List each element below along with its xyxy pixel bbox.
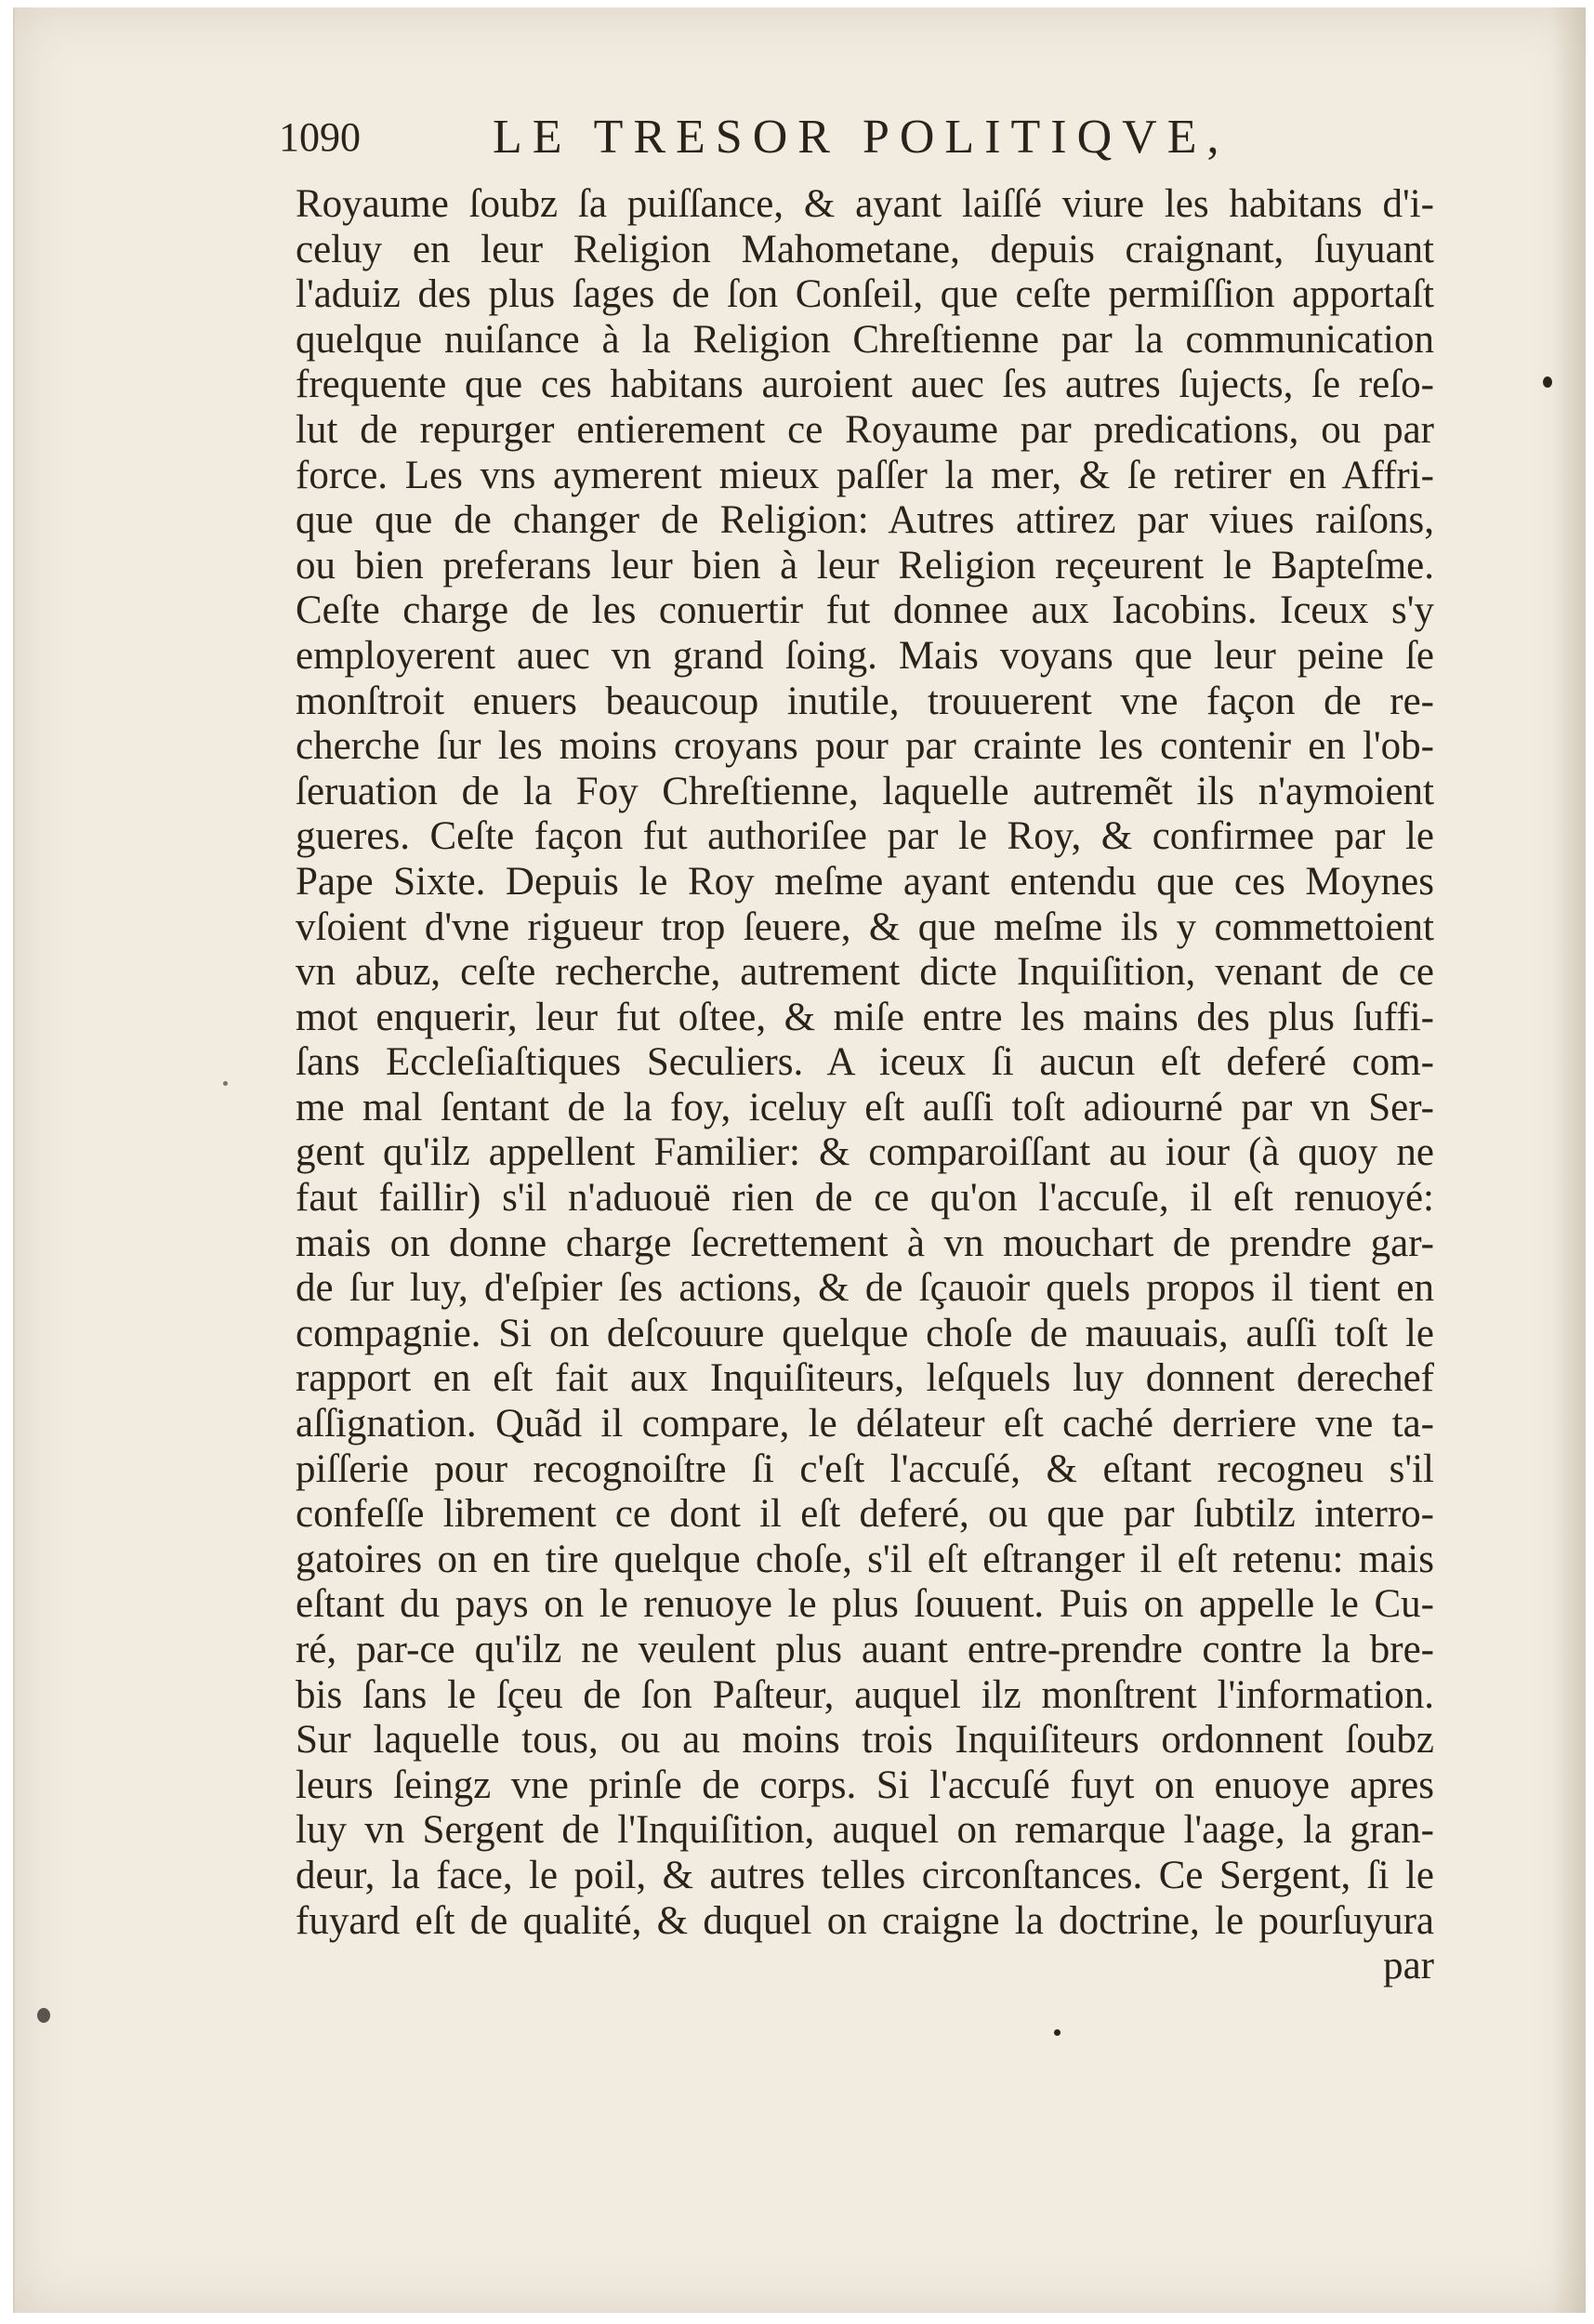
ink-speck bbox=[1543, 376, 1552, 388]
text-line: cherche ſur les moins croyans pour par crainte les contenir en l'ob- bbox=[296, 724, 1434, 769]
text-line: que que de changer de Religion: Autres attirez par viues raiſons, bbox=[296, 498, 1434, 543]
text-line: bis ſans le ſçeu de ſon Paſteur, auquel ilz monſtrent l'information. bbox=[296, 1672, 1434, 1717]
text-line: quelque nuiſance à la Religion Chreſtienne par la communication bbox=[296, 317, 1434, 362]
text-line: luy vn Sergent de l'Inquiſition, auquel on remarque l'aage, la gran- bbox=[296, 1808, 1434, 1853]
text-line: ré, par-ce qu'ilz ne veulent plus auant entre-prendre contre la bre- bbox=[296, 1628, 1434, 1671]
text-line: mais on donne charge ſecrettement à vn mouchart de prendre gar- bbox=[296, 1221, 1434, 1265]
text-line: frequente que ces habitans auroient auec ſes autres ſujects, ſe reſo- bbox=[296, 363, 1434, 407]
text-line: deur, la face, le poil, & autres telles circonſtances. Ce Sergent, ſi le bbox=[296, 1853, 1434, 1897]
text-line: Ceſte charge de les conuertir fut donnee aux Iacobins. Iceux s'y bbox=[296, 588, 1434, 633]
text-line: leurs ſeingz vne prinſe de corps. Si l'accuſé fuyt on enuoye apres bbox=[296, 1763, 1434, 1807]
text-line: de ſur luy, d'eſpier ſes actions, & de ſçauoir quels propos il tient en bbox=[296, 1266, 1434, 1311]
text-line: gatoires on en tire quelque choſe, s'il eſt eſtranger il eſt retenu: mais bbox=[296, 1537, 1434, 1581]
text-line: gent qu'ilz appellent Familier: & comparoiſſant au iour (à quoy ne bbox=[296, 1130, 1434, 1175]
text-line: faut faillir) s'il n'aduouë rien de ce qu'on l'accuſe, il eſt renuoyé: bbox=[296, 1176, 1434, 1221]
text-line: Pape Sixte. Depuis le Roy meſme ayant entendu que ces Moynes bbox=[296, 859, 1434, 904]
text-line: fuyard eſt de qualité, & duquel on craigne la doctrine, le pourſuyura bbox=[296, 1898, 1434, 1943]
text-line: vſoient d'vne rigueur trop ſeuere, & que meſme ils y commettoient bbox=[296, 905, 1434, 949]
text-line: confeſſe librement ce dont il eſt deferé, ou que par ſubtilz interro- bbox=[296, 1492, 1434, 1537]
text-line: piſſerie pour recognoiſtre ſi c'eſt l'accuſé, & eſtant recogneu s'il bbox=[296, 1446, 1434, 1491]
text-line: ſans Eccleſiaſtiques Seculiers. A iceux ſi aucun eſt deferé com- bbox=[296, 1040, 1434, 1085]
text-line: ſeruation de la Foy Chreſtienne, laquelle autremẽt ils n'aymoient bbox=[296, 769, 1434, 813]
text-line: l'aduiz des plus ſages de ſon Conſeil, que ceſte permiſſion apportaſt bbox=[296, 272, 1434, 317]
text-line: compagnie. Si on deſcouure quelque choſe de mauuais, auſſi toſt le bbox=[296, 1311, 1434, 1355]
text-line: rapport en eſt fait aux Inquiſiteurs, leſquels luy donnent derechef bbox=[296, 1356, 1434, 1401]
running-title: LE TRESOR POLITIQVE, bbox=[493, 111, 1230, 164]
text-line: Sur laquelle tous, ou au moins trois Inquiſiteurs ordonnent ſoubz bbox=[296, 1718, 1434, 1763]
body-text bbox=[296, 182, 1434, 1989]
ink-speck bbox=[1054, 2029, 1060, 2036]
text-line: celuy en leur Religion Mahometane, depuis craignant, ſuyuant bbox=[296, 227, 1434, 271]
ink-speck bbox=[37, 2008, 50, 2023]
text-line: me mal ſentant de la foy, iceluy eſt auſſi toſt adiourné par vn Ser- bbox=[296, 1085, 1434, 1129]
text-line: eſtant du pays on le renuoye le plus ſouuent. Puis on appelle le Cu- bbox=[296, 1582, 1434, 1627]
text-line: force. Les vns aymerent mieux paſſer la mer, & ſe retirer en Affri- bbox=[296, 453, 1434, 497]
text-line: ou bien preferans leur bien à leur Religion reçeurent le Bapteſme. bbox=[296, 543, 1434, 588]
text-line: vn abuz, ceſte recherche, autrement dicte Inquiſition, venant de ce bbox=[296, 950, 1434, 995]
catchword: par bbox=[1383, 1944, 1434, 1988]
text-line: monſtroit enuers beaucoup inutile, trouuerent vne façon de re- bbox=[296, 679, 1434, 723]
page-edge-shadow bbox=[1552, 7, 1586, 2313]
text-line: gueres. Ceſte façon fut authoriſee par le Roy, & confirmee par le bbox=[296, 814, 1434, 859]
text-line: mot enquerir, leur fut oſtee, & miſe entre les mains des plus ſuffi- bbox=[296, 995, 1434, 1039]
text-line: Royaume ſoubz ſa puiſſance, & ayant laiſſé viure les habitans d'i- bbox=[296, 182, 1434, 226]
text-line: aſſignation. Quãd il compare, le délateur eſt caché derriere vne ta- bbox=[296, 1402, 1434, 1446]
text-line: employerent auec vn grand ſoing. Mais voyans que leur peine ſe bbox=[296, 633, 1434, 678]
text-line: lut de repurger entierement ce Royaume par predications, ou par bbox=[296, 407, 1434, 452]
running-head bbox=[279, 110, 1431, 165]
page-number: 1090 bbox=[279, 114, 361, 160]
ink-speck bbox=[223, 1081, 228, 1086]
